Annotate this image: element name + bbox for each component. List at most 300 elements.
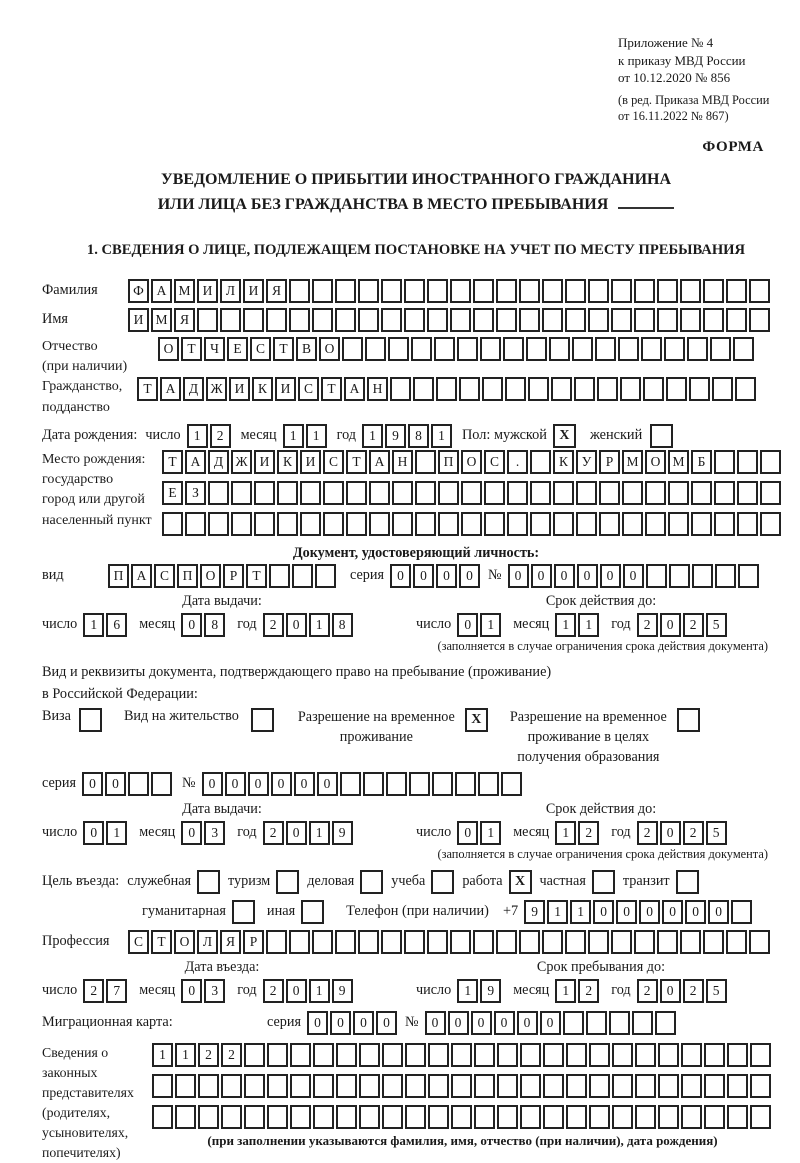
char-box[interactable] <box>576 481 597 505</box>
char-box[interactable]: 0 <box>353 1011 374 1035</box>
char-box[interactable] <box>689 377 710 401</box>
char-box[interactable]: 0 <box>202 772 223 796</box>
char-box[interactable] <box>427 930 448 954</box>
char-box[interactable] <box>382 1074 403 1098</box>
char-box[interactable] <box>658 1105 679 1129</box>
char-box[interactable] <box>595 337 616 361</box>
char-box[interactable]: 0 <box>271 772 292 796</box>
char-box[interactable] <box>760 450 781 474</box>
char-box[interactable]: А <box>185 450 206 474</box>
char-box[interactable]: С <box>154 564 175 588</box>
char-box[interactable] <box>691 512 712 536</box>
char-box[interactable]: 0 <box>286 821 307 845</box>
char-box[interactable] <box>714 481 735 505</box>
char-box[interactable]: 2 <box>198 1043 219 1067</box>
char-box[interactable]: 1 <box>578 613 599 637</box>
char-box[interactable]: 0 <box>181 979 202 1003</box>
char-box[interactable] <box>565 308 586 332</box>
char-box[interactable] <box>415 450 436 474</box>
char-box[interactable]: 0 <box>181 821 202 845</box>
char-box[interactable]: И <box>300 450 321 474</box>
char-box[interactable] <box>622 481 643 505</box>
char-box[interactable]: 0 <box>494 1011 515 1035</box>
char-box[interactable] <box>681 1105 702 1129</box>
char-box[interactable]: Ф <box>128 279 149 303</box>
char-box[interactable]: 0 <box>448 1011 469 1035</box>
char-box[interactable]: У <box>576 450 597 474</box>
char-box[interactable]: Н <box>392 450 413 474</box>
char-box[interactable] <box>563 1011 584 1035</box>
char-box[interactable] <box>599 512 620 536</box>
char-box[interactable] <box>496 279 517 303</box>
char-box[interactable] <box>392 481 413 505</box>
char-box[interactable] <box>358 279 379 303</box>
char-box[interactable]: 0 <box>517 1011 538 1035</box>
char-box[interactable]: Ч <box>204 337 225 361</box>
char-box[interactable]: К <box>277 450 298 474</box>
char-box[interactable] <box>611 308 632 332</box>
char-box[interactable]: 9 <box>385 424 406 448</box>
char-box[interactable] <box>658 1043 679 1067</box>
char-box[interactable] <box>589 1105 610 1129</box>
char-box[interactable]: 5 <box>706 821 727 845</box>
char-box[interactable]: 2 <box>683 979 704 1003</box>
char-box[interactable] <box>474 1043 495 1067</box>
char-box[interactable]: Л <box>197 930 218 954</box>
char-box[interactable] <box>428 1105 449 1129</box>
purpose-humanitarian-checkbox[interactable] <box>232 900 255 924</box>
char-box[interactable] <box>497 1105 518 1129</box>
char-box[interactable]: М <box>622 450 643 474</box>
char-box[interactable]: 0 <box>83 821 104 845</box>
char-box[interactable]: О <box>461 450 482 474</box>
char-box[interactable] <box>405 1043 426 1067</box>
char-box[interactable] <box>586 1011 607 1035</box>
char-box[interactable] <box>572 337 593 361</box>
char-box[interactable] <box>312 930 333 954</box>
char-box[interactable]: 2 <box>578 979 599 1003</box>
char-box[interactable] <box>668 512 689 536</box>
char-box[interactable] <box>680 279 701 303</box>
char-box[interactable]: С <box>323 450 344 474</box>
char-box[interactable] <box>221 1074 242 1098</box>
char-box[interactable] <box>404 308 425 332</box>
char-box[interactable] <box>543 1105 564 1129</box>
char-box[interactable]: С <box>250 337 271 361</box>
char-box[interactable] <box>507 512 528 536</box>
char-box[interactable] <box>382 1043 403 1067</box>
char-box[interactable]: М <box>668 450 689 474</box>
sex-female-checkbox[interactable] <box>650 424 673 448</box>
char-box[interactable]: П <box>108 564 129 588</box>
char-box[interactable]: 0 <box>662 900 683 924</box>
char-box[interactable] <box>589 1074 610 1098</box>
char-box[interactable]: О <box>158 337 179 361</box>
char-box[interactable]: В <box>296 337 317 361</box>
char-box[interactable] <box>530 481 551 505</box>
char-box[interactable] <box>612 1074 633 1098</box>
char-box[interactable] <box>497 1074 518 1098</box>
char-box[interactable]: С <box>298 377 319 401</box>
char-box[interactable]: 1 <box>431 424 452 448</box>
char-box[interactable]: Р <box>599 450 620 474</box>
char-box[interactable] <box>405 1074 426 1098</box>
char-box[interactable] <box>727 1043 748 1067</box>
char-box[interactable]: 1 <box>555 821 576 845</box>
char-box[interactable] <box>497 1043 518 1067</box>
char-box[interactable] <box>427 308 448 332</box>
char-box[interactable] <box>313 1043 334 1067</box>
char-box[interactable] <box>266 308 287 332</box>
char-box[interactable]: И <box>254 450 275 474</box>
char-box[interactable] <box>208 512 229 536</box>
char-box[interactable]: М <box>174 279 195 303</box>
char-box[interactable] <box>438 481 459 505</box>
char-box[interactable] <box>666 377 687 401</box>
char-box[interactable]: С <box>128 930 149 954</box>
char-box[interactable] <box>359 1105 380 1129</box>
char-box[interactable]: 0 <box>616 900 637 924</box>
char-box[interactable]: 0 <box>593 900 614 924</box>
char-box[interactable]: 1 <box>309 979 330 1003</box>
char-box[interactable] <box>457 337 478 361</box>
char-box[interactable] <box>335 279 356 303</box>
char-box[interactable]: 0 <box>508 564 529 588</box>
char-box[interactable] <box>704 1074 725 1098</box>
char-box[interactable]: 3 <box>204 979 225 1003</box>
char-box[interactable]: Я <box>174 308 195 332</box>
char-box[interactable] <box>220 308 241 332</box>
char-box[interactable] <box>749 279 770 303</box>
char-box[interactable] <box>484 481 505 505</box>
char-box[interactable] <box>128 772 149 796</box>
char-box[interactable] <box>434 337 455 361</box>
char-box[interactable] <box>390 377 411 401</box>
char-box[interactable]: 2 <box>210 424 231 448</box>
char-box[interactable]: И <box>275 377 296 401</box>
char-box[interactable] <box>526 337 547 361</box>
char-box[interactable] <box>290 1105 311 1129</box>
char-box[interactable] <box>735 377 756 401</box>
char-box[interactable]: Т <box>321 377 342 401</box>
char-box[interactable] <box>553 481 574 505</box>
char-box[interactable]: 1 <box>555 613 576 637</box>
purpose-tourism-checkbox[interactable] <box>276 870 299 894</box>
char-box[interactable]: 3 <box>204 821 225 845</box>
char-box[interactable] <box>519 930 540 954</box>
char-box[interactable] <box>428 1074 449 1098</box>
char-box[interactable] <box>618 337 639 361</box>
char-box[interactable] <box>358 308 379 332</box>
char-box[interactable] <box>635 1074 656 1098</box>
char-box[interactable] <box>645 481 666 505</box>
char-box[interactable] <box>459 377 480 401</box>
char-box[interactable]: 1 <box>283 424 304 448</box>
char-box[interactable] <box>277 481 298 505</box>
char-box[interactable] <box>542 308 563 332</box>
char-box[interactable]: Т <box>162 450 183 474</box>
char-box[interactable] <box>313 1074 334 1098</box>
char-box[interactable] <box>244 1043 265 1067</box>
char-box[interactable]: Я <box>220 930 241 954</box>
char-box[interactable] <box>715 564 736 588</box>
char-box[interactable] <box>290 1043 311 1067</box>
char-box[interactable] <box>381 279 402 303</box>
char-box[interactable]: А <box>151 279 172 303</box>
temporary-residence-checkbox[interactable]: X <box>465 708 488 732</box>
char-box[interactable] <box>737 481 758 505</box>
char-box[interactable] <box>519 279 540 303</box>
char-box[interactable] <box>198 1074 219 1098</box>
char-box[interactable] <box>340 772 361 796</box>
char-box[interactable]: 0 <box>286 613 307 637</box>
char-box[interactable] <box>175 1105 196 1129</box>
purpose-official-checkbox[interactable] <box>197 870 220 894</box>
char-box[interactable] <box>712 377 733 401</box>
char-box[interactable] <box>566 1043 587 1067</box>
char-box[interactable] <box>365 337 386 361</box>
char-box[interactable] <box>635 1105 656 1129</box>
char-box[interactable] <box>450 308 471 332</box>
char-box[interactable] <box>658 1074 679 1098</box>
char-box[interactable]: А <box>344 377 365 401</box>
char-box[interactable] <box>496 308 517 332</box>
char-box[interactable] <box>277 512 298 536</box>
char-box[interactable] <box>496 930 517 954</box>
char-box[interactable]: 0 <box>577 564 598 588</box>
char-box[interactable] <box>266 930 287 954</box>
char-box[interactable] <box>336 1105 357 1129</box>
char-box[interactable] <box>451 1105 472 1129</box>
char-box[interactable] <box>175 1074 196 1098</box>
char-box[interactable]: С <box>484 450 505 474</box>
char-box[interactable]: 0 <box>286 979 307 1003</box>
char-box[interactable] <box>714 450 735 474</box>
char-box[interactable]: И <box>229 377 250 401</box>
char-box[interactable] <box>461 512 482 536</box>
char-box[interactable] <box>543 1074 564 1098</box>
char-box[interactable] <box>369 481 390 505</box>
char-box[interactable] <box>404 930 425 954</box>
char-box[interactable] <box>289 308 310 332</box>
char-box[interactable] <box>474 1105 495 1129</box>
char-box[interactable] <box>691 481 712 505</box>
char-box[interactable]: 1 <box>480 613 501 637</box>
char-box[interactable]: И <box>128 308 149 332</box>
char-box[interactable]: Т <box>246 564 267 588</box>
char-box[interactable]: 8 <box>408 424 429 448</box>
char-box[interactable] <box>528 377 549 401</box>
char-box[interactable] <box>737 450 758 474</box>
char-box[interactable] <box>152 1074 173 1098</box>
char-box[interactable] <box>336 1074 357 1098</box>
char-box[interactable] <box>634 279 655 303</box>
char-box[interactable] <box>231 481 252 505</box>
char-box[interactable] <box>530 450 551 474</box>
char-box[interactable]: 0 <box>181 613 202 637</box>
char-box[interactable]: 2 <box>637 821 658 845</box>
char-box[interactable] <box>450 930 471 954</box>
char-box[interactable]: Е <box>227 337 248 361</box>
char-box[interactable]: 8 <box>332 613 353 637</box>
char-box[interactable] <box>692 564 713 588</box>
char-box[interactable]: 0 <box>105 772 126 796</box>
char-box[interactable] <box>451 1074 472 1098</box>
char-box[interactable] <box>566 1105 587 1129</box>
char-box[interactable] <box>680 308 701 332</box>
char-box[interactable]: 1 <box>480 821 501 845</box>
char-box[interactable]: Т <box>137 377 158 401</box>
char-box[interactable]: А <box>160 377 181 401</box>
char-box[interactable]: 5 <box>706 979 727 1003</box>
char-box[interactable]: 0 <box>390 564 411 588</box>
purpose-business-checkbox[interactable] <box>360 870 383 894</box>
char-box[interactable]: 0 <box>531 564 552 588</box>
char-box[interactable]: 1 <box>175 1043 196 1067</box>
char-box[interactable] <box>254 512 275 536</box>
char-box[interactable]: 2 <box>263 613 284 637</box>
char-box[interactable]: 1 <box>306 424 327 448</box>
char-box[interactable] <box>415 481 436 505</box>
visa-checkbox[interactable] <box>79 708 102 732</box>
char-box[interactable] <box>704 1105 725 1129</box>
char-box[interactable] <box>335 308 356 332</box>
char-box[interactable]: 0 <box>540 1011 561 1035</box>
char-box[interactable]: 0 <box>660 979 681 1003</box>
char-box[interactable] <box>714 512 735 536</box>
char-box[interactable] <box>749 930 770 954</box>
char-box[interactable] <box>386 772 407 796</box>
char-box[interactable] <box>221 1105 242 1129</box>
char-box[interactable] <box>428 1043 449 1067</box>
char-box[interactable]: 9 <box>332 979 353 1003</box>
char-box[interactable] <box>733 337 754 361</box>
char-box[interactable] <box>162 512 183 536</box>
char-box[interactable] <box>269 564 290 588</box>
residence-permit-checkbox[interactable] <box>251 708 274 732</box>
purpose-work-checkbox[interactable]: X <box>509 870 532 894</box>
char-box[interactable] <box>369 512 390 536</box>
char-box[interactable] <box>450 279 471 303</box>
char-box[interactable] <box>643 377 664 401</box>
char-box[interactable]: К <box>252 377 273 401</box>
char-box[interactable]: А <box>131 564 152 588</box>
char-box[interactable] <box>589 1043 610 1067</box>
char-box[interactable] <box>726 279 747 303</box>
char-box[interactable] <box>710 337 731 361</box>
char-box[interactable] <box>244 1105 265 1129</box>
char-box[interactable]: 0 <box>436 564 457 588</box>
char-box[interactable] <box>461 481 482 505</box>
char-box[interactable] <box>335 930 356 954</box>
char-box[interactable] <box>404 279 425 303</box>
char-box[interactable]: Ж <box>206 377 227 401</box>
char-box[interactable] <box>632 1011 653 1035</box>
char-box[interactable]: П <box>438 450 459 474</box>
char-box[interactable]: 0 <box>457 821 478 845</box>
char-box[interactable] <box>323 512 344 536</box>
char-box[interactable]: 9 <box>332 821 353 845</box>
char-box[interactable]: К <box>553 450 574 474</box>
char-box[interactable] <box>669 564 690 588</box>
char-box[interactable]: 1 <box>106 821 127 845</box>
char-box[interactable]: Л <box>220 279 241 303</box>
char-box[interactable] <box>599 481 620 505</box>
char-box[interactable] <box>553 512 574 536</box>
char-box[interactable] <box>312 308 333 332</box>
char-box[interactable] <box>664 337 685 361</box>
char-box[interactable] <box>312 279 333 303</box>
char-box[interactable] <box>300 481 321 505</box>
char-box[interactable] <box>231 512 252 536</box>
char-box[interactable] <box>267 1105 288 1129</box>
char-box[interactable]: И <box>243 279 264 303</box>
char-box[interactable] <box>432 772 453 796</box>
char-box[interactable] <box>392 512 413 536</box>
char-box[interactable]: О <box>174 930 195 954</box>
char-box[interactable] <box>359 1043 380 1067</box>
char-box[interactable] <box>551 377 572 401</box>
char-box[interactable] <box>254 481 275 505</box>
char-box[interactable]: П <box>177 564 198 588</box>
char-box[interactable]: Т <box>346 450 367 474</box>
char-box[interactable] <box>597 377 618 401</box>
char-box[interactable]: 2 <box>683 613 704 637</box>
char-box[interactable] <box>542 279 563 303</box>
char-box[interactable]: 1 <box>152 1043 173 1067</box>
char-box[interactable] <box>646 564 667 588</box>
char-box[interactable] <box>760 512 781 536</box>
char-box[interactable]: 1 <box>570 900 591 924</box>
char-box[interactable]: Т <box>151 930 172 954</box>
char-box[interactable] <box>565 279 586 303</box>
char-box[interactable] <box>381 308 402 332</box>
char-box[interactable] <box>438 512 459 536</box>
char-box[interactable]: 6 <box>106 613 127 637</box>
char-box[interactable] <box>197 308 218 332</box>
char-box[interactable] <box>451 1043 472 1067</box>
char-box[interactable] <box>588 930 609 954</box>
char-box[interactable] <box>687 337 708 361</box>
char-box[interactable]: 2 <box>263 821 284 845</box>
char-box[interactable]: 0 <box>294 772 315 796</box>
char-box[interactable] <box>703 930 724 954</box>
char-box[interactable] <box>208 481 229 505</box>
char-box[interactable]: 0 <box>660 821 681 845</box>
char-box[interactable] <box>388 337 409 361</box>
char-box[interactable]: 0 <box>471 1011 492 1035</box>
char-box[interactable] <box>634 308 655 332</box>
char-box[interactable]: 2 <box>637 613 658 637</box>
char-box[interactable] <box>151 772 172 796</box>
purpose-other-checkbox[interactable] <box>301 900 324 924</box>
char-box[interactable] <box>244 1074 265 1098</box>
char-box[interactable] <box>363 772 384 796</box>
char-box[interactable] <box>473 279 494 303</box>
char-box[interactable] <box>520 1105 541 1129</box>
char-box[interactable] <box>405 1105 426 1129</box>
char-box[interactable] <box>726 308 747 332</box>
char-box[interactable]: 8 <box>204 613 225 637</box>
char-box[interactable]: 1 <box>187 424 208 448</box>
char-box[interactable] <box>668 481 689 505</box>
char-box[interactable]: 0 <box>660 613 681 637</box>
char-box[interactable] <box>409 772 430 796</box>
char-box[interactable] <box>566 1074 587 1098</box>
char-box[interactable] <box>530 512 551 536</box>
char-box[interactable] <box>503 337 524 361</box>
char-box[interactable]: 2 <box>83 979 104 1003</box>
